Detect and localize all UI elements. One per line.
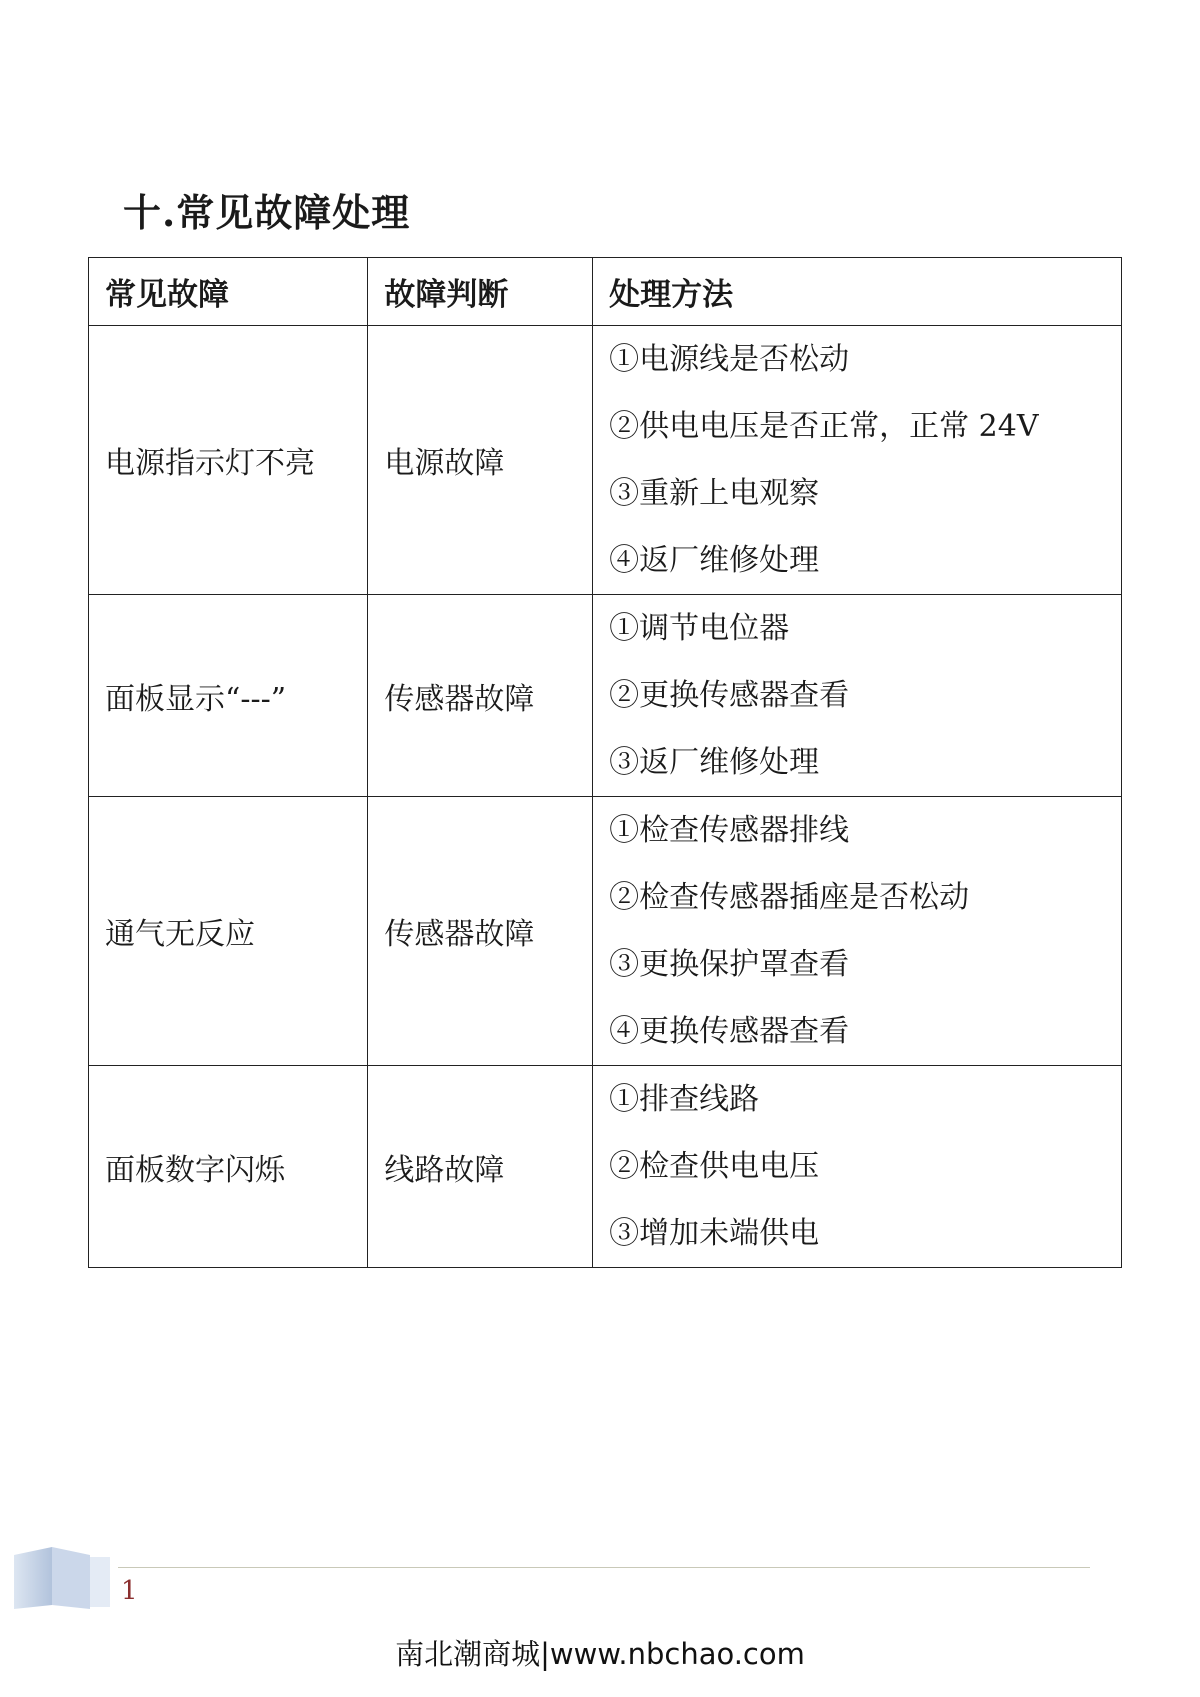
method-cell bbox=[593, 797, 1122, 1066]
table-row bbox=[89, 797, 1122, 1066]
header-fault: 常见故障 bbox=[89, 258, 368, 326]
method-item: ④更换传感器查看 bbox=[609, 1014, 850, 1049]
method-item: ②检查供电电压 bbox=[609, 1149, 820, 1184]
table-row bbox=[89, 595, 1122, 797]
diagnosis-cell: 电源故障 bbox=[368, 326, 593, 595]
method-item: ①检查传感器排线 bbox=[609, 813, 850, 848]
site-footer: 南北潮商城|www.nbchao.com bbox=[395, 1637, 805, 1671]
method-item: ①排查线路 bbox=[609, 1082, 760, 1117]
header-method: 处理方法 bbox=[593, 258, 1122, 326]
table-header-row bbox=[89, 258, 1122, 326]
method-item: ②供电电压是否正常，正常 24V bbox=[609, 409, 1039, 444]
method-cell bbox=[593, 595, 1122, 797]
section-title: 十.常见故障处理 bbox=[123, 190, 411, 235]
book-icon bbox=[12, 1545, 112, 1611]
method-item: ③返厂维修处理 bbox=[609, 745, 820, 780]
table-row bbox=[89, 326, 1122, 595]
diagnosis-cell: 线路故障 bbox=[368, 1066, 593, 1268]
page-number: 1 bbox=[121, 1576, 138, 1606]
diagnosis-cell: 传感器故障 bbox=[368, 797, 593, 1066]
fault-cell: 通气无反应 bbox=[89, 797, 368, 1066]
header-diagnosis: 故障判断 bbox=[368, 258, 593, 326]
table-row bbox=[89, 1066, 1122, 1268]
method-item: ②检查传感器插座是否松动 bbox=[609, 880, 970, 915]
method-cell bbox=[593, 326, 1122, 595]
method-item: ①调节电位器 bbox=[609, 611, 790, 646]
fault-cell: 电源指示灯不亮 bbox=[89, 326, 368, 595]
method-item: ②更换传感器查看 bbox=[609, 678, 850, 713]
diagnosis-cell: 传感器故障 bbox=[368, 595, 593, 797]
method-item: ③更换保护罩查看 bbox=[609, 947, 850, 982]
method-item: ①电源线是否松动 bbox=[609, 342, 850, 377]
fault-cell: 面板数字闪烁 bbox=[89, 1066, 368, 1268]
method-item: ④返厂维修处理 bbox=[609, 543, 820, 578]
method-item: ③增加未端供电 bbox=[609, 1216, 820, 1251]
fault-cell: 面板显示“---” bbox=[89, 595, 368, 797]
method-item: ③重新上电观察 bbox=[609, 476, 820, 511]
method-cell bbox=[593, 1066, 1122, 1268]
fault-table bbox=[88, 257, 1122, 1268]
footer-divider bbox=[118, 1567, 1090, 1568]
